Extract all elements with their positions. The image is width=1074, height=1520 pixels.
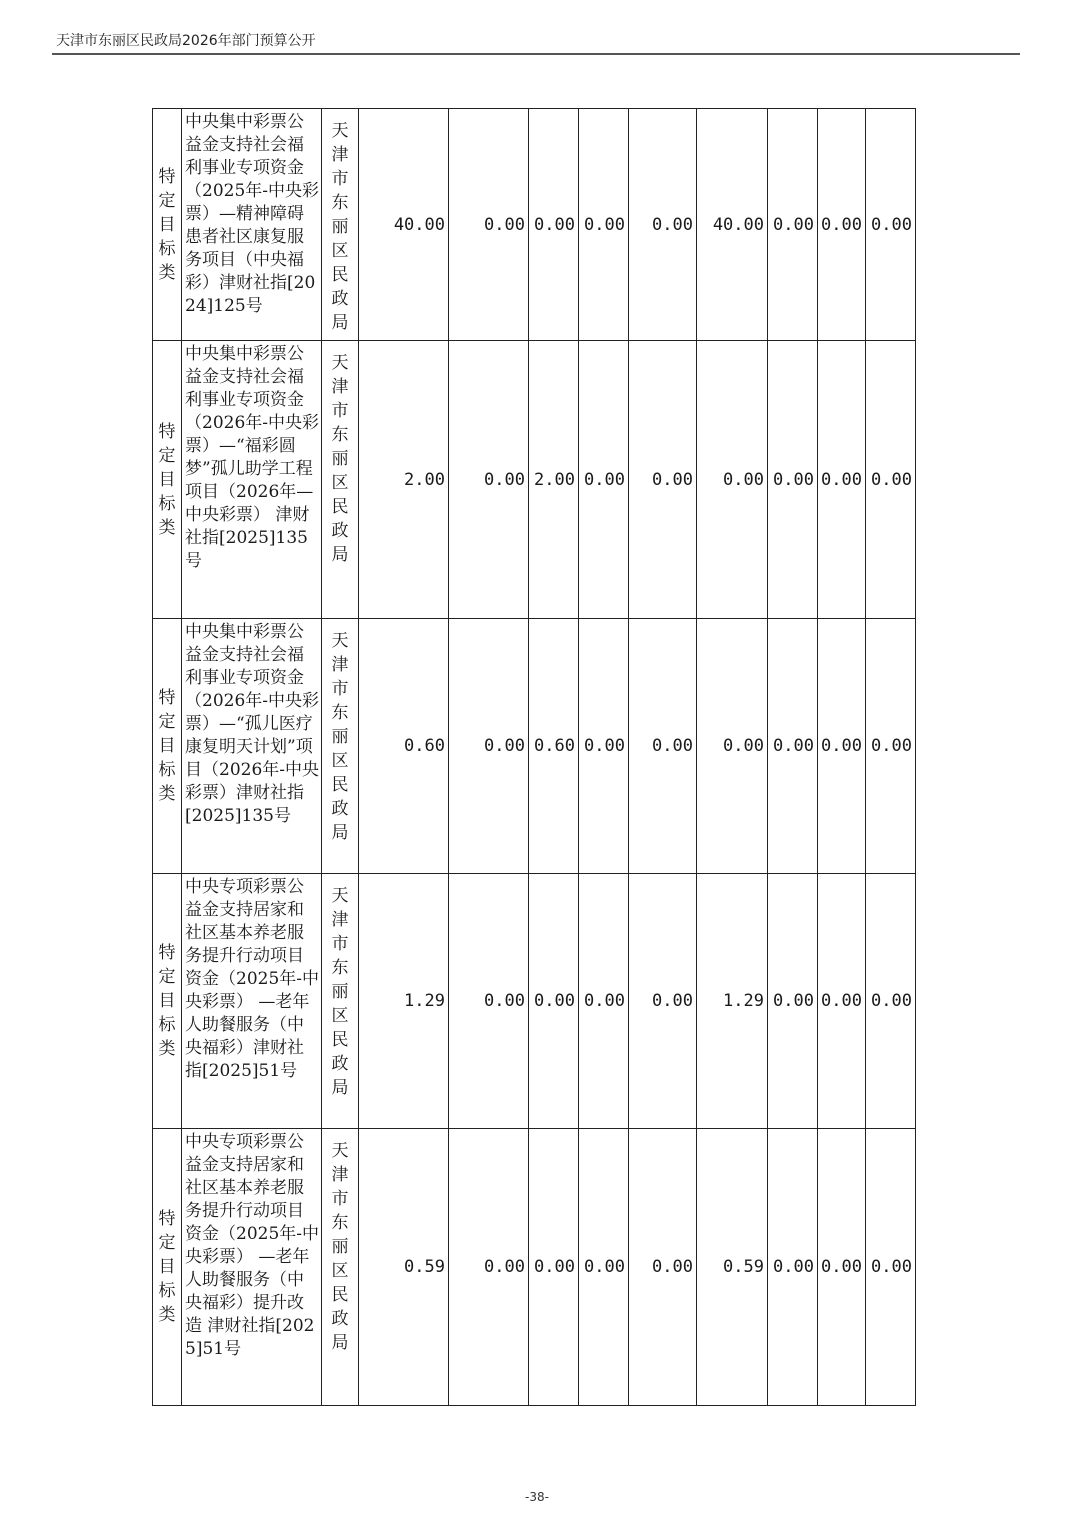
amount-cell: 0.59 (359, 1129, 449, 1406)
amount-cell: 0.60 (529, 619, 579, 874)
vertical-char: 标 (158, 1015, 176, 1035)
vertical-char: 标 (158, 1281, 176, 1301)
vertical-char: 民 (331, 1030, 349, 1050)
vertical-char: 特 (158, 421, 176, 442)
project-name-cell: 中央专项彩票公益金支持居家和社区基本养老服务提升行动项目资金（2025年-中央彩票） —老年人助餐服务（中央福彩）津财社指[2025]51号 (182, 874, 322, 1129)
amount-cell: 0.00 (866, 1129, 916, 1406)
amount-cell: 0.00 (818, 109, 866, 341)
amount-cell: 0.60 (359, 619, 449, 874)
vertical-char: 市 (331, 169, 349, 189)
vertical-char: 东 (331, 425, 349, 445)
category-cell (153, 874, 182, 1129)
vertical-char: 东 (331, 1213, 349, 1233)
organization-cell (322, 341, 359, 619)
category-cell (153, 1129, 182, 1406)
vertical-char: 类 (158, 784, 176, 804)
vertical-char: 标 (158, 760, 176, 780)
vertical-char: 天 (331, 353, 349, 373)
vertical-char: 天 (331, 631, 349, 651)
vertical-char: 天 (331, 121, 349, 141)
amount-cell: 40.00 (359, 109, 449, 341)
vertical-char: 目 (158, 991, 176, 1011)
vertical-char: 目 (158, 214, 176, 235)
amount-cell: 1.29 (359, 874, 449, 1129)
amount-cell: 0.00 (768, 619, 818, 874)
vertical-char: 局 (331, 1333, 349, 1353)
vertical-char: 定 (158, 190, 176, 211)
amount-cell: 0.00 (449, 341, 529, 619)
vertical-char: 丽 (331, 1237, 349, 1257)
vertical-char: 天 (331, 1141, 349, 1161)
project-name-cell: 中央集中彩票公益金支持社会福利事业专项资金（2026年-中央彩票）—“福彩圆梦”孤儿助学工程项目（2026年—中央彩票） 津财社指[2025]135号 (182, 341, 322, 619)
vertical-char: 津 (331, 655, 349, 675)
vertical-char: 丽 (331, 727, 349, 747)
vertical-char: 区 (331, 241, 349, 261)
vertical-char: 局 (331, 1078, 349, 1098)
vertical-char: 津 (331, 1165, 349, 1185)
vertical-char: 丽 (331, 982, 349, 1002)
table-row (153, 1129, 916, 1406)
table-row (153, 619, 916, 874)
vertical-char: 东 (331, 958, 349, 978)
amount-cell: 0.00 (629, 874, 697, 1129)
vertical-char: 天 (331, 886, 349, 906)
amount-cell: 0.00 (866, 874, 916, 1129)
vertical-char: 局 (331, 545, 349, 565)
amount-cell: 0.00 (866, 341, 916, 619)
vertical-char: 定 (158, 445, 176, 466)
vertical-char: 区 (331, 751, 349, 771)
vertical-char: 民 (331, 265, 349, 285)
vertical-char: 类 (158, 517, 176, 538)
vertical-char: 目 (158, 736, 176, 756)
amount-cell: 0.00 (818, 341, 866, 619)
organization-cell (322, 1129, 359, 1406)
vertical-char: 政 (331, 1054, 349, 1074)
vertical-char: 类 (158, 1039, 176, 1059)
vertical-char: 特 (158, 688, 176, 708)
category-cell (153, 109, 182, 341)
amount-cell: 0.00 (768, 874, 818, 1129)
amount-cell: 0.00 (449, 1129, 529, 1406)
amount-cell: 0.00 (579, 109, 629, 341)
document-header-title: 天津市东丽区民政局2026年部门预算公开 (56, 33, 316, 49)
amount-cell: 0.00 (697, 619, 768, 874)
vertical-char: 政 (331, 289, 349, 309)
vertical-char: 目 (158, 469, 176, 490)
table-row (153, 109, 916, 341)
vertical-char: 局 (331, 313, 349, 333)
vertical-char: 民 (331, 497, 349, 517)
amount-cell: 0.00 (529, 1129, 579, 1406)
project-name-cell: 中央集中彩票公益金支持社会福利事业专项资金（2026年-中央彩票）—“孤儿医疗康复明天计划”项目（2026年-中央彩票）津财社指[2025]135号 (182, 619, 322, 874)
amount-cell: 0.00 (579, 1129, 629, 1406)
vertical-char: 丽 (331, 449, 349, 469)
amount-cell: 0.00 (768, 341, 818, 619)
vertical-char: 市 (331, 401, 349, 421)
vertical-char: 特 (158, 1209, 176, 1229)
amount-cell: 1.29 (697, 874, 768, 1129)
vertical-char: 津 (331, 145, 349, 165)
amount-cell: 0.00 (449, 874, 529, 1129)
vertical-char: 区 (331, 1261, 349, 1281)
vertical-char: 标 (158, 493, 176, 514)
vertical-char: 类 (158, 262, 176, 283)
amount-cell: 0.00 (449, 109, 529, 341)
project-name-cell: 中央专项彩票公益金支持居家和社区基本养老服务提升行动项目资金（2025年-中央彩票） —老年人助餐服务（中央福彩）提升改造 津财社指[2025]51号 (182, 1129, 322, 1406)
amount-cell: 0.00 (579, 341, 629, 619)
amount-cell: 0.00 (818, 874, 866, 1129)
amount-cell: 0.59 (697, 1129, 768, 1406)
amount-cell: 0.00 (579, 874, 629, 1129)
table-row (153, 874, 916, 1129)
vertical-char: 定 (158, 967, 176, 987)
category-cell (153, 619, 182, 874)
category-cell (153, 341, 182, 619)
organization-cell (322, 619, 359, 874)
amount-cell: 2.00 (359, 341, 449, 619)
amount-cell: 0.00 (768, 109, 818, 341)
vertical-char: 政 (331, 1309, 349, 1329)
vertical-char: 市 (331, 679, 349, 699)
table-row (153, 341, 916, 619)
amount-cell: 0.00 (529, 874, 579, 1129)
vertical-char: 津 (331, 377, 349, 397)
amount-cell: 0.00 (818, 1129, 866, 1406)
vertical-char: 局 (331, 823, 349, 843)
vertical-char: 目 (158, 1257, 176, 1277)
amount-cell: 2.00 (529, 341, 579, 619)
page-number: -38- (525, 1490, 549, 1504)
vertical-char: 民 (331, 775, 349, 795)
amount-cell: 40.00 (697, 109, 768, 341)
amount-cell: 0.00 (629, 109, 697, 341)
budget-table (152, 108, 916, 1406)
amount-cell: 0.00 (818, 619, 866, 874)
vertical-char: 丽 (331, 217, 349, 237)
vertical-char: 东 (331, 703, 349, 723)
amount-cell: 0.00 (629, 619, 697, 874)
vertical-char: 政 (331, 799, 349, 819)
amount-cell: 0.00 (866, 619, 916, 874)
header-divider (52, 53, 1020, 55)
vertical-char: 特 (158, 943, 176, 963)
amount-cell: 0.00 (866, 109, 916, 341)
amount-cell: 0.00 (768, 1129, 818, 1406)
project-name-cell: 中央集中彩票公益金支持社会福利事业专项资金（2025年-中央彩票）—精神障碍患者社区康复服务项目（中央福彩）津财社指[2024]125号 (182, 109, 322, 341)
vertical-char: 东 (331, 193, 349, 213)
vertical-char: 定 (158, 712, 176, 732)
amount-cell: 0.00 (529, 109, 579, 341)
vertical-char: 区 (331, 473, 349, 493)
vertical-char: 类 (158, 1305, 176, 1325)
vertical-char: 政 (331, 521, 349, 541)
vertical-char: 定 (158, 1233, 176, 1253)
vertical-char: 市 (331, 934, 349, 954)
vertical-char: 区 (331, 1006, 349, 1026)
organization-cell (322, 874, 359, 1129)
vertical-char: 标 (158, 238, 176, 259)
amount-cell: 0.00 (629, 341, 697, 619)
amount-cell: 0.00 (579, 619, 629, 874)
vertical-char: 市 (331, 1189, 349, 1209)
amount-cell: 0.00 (629, 1129, 697, 1406)
organization-cell (322, 109, 359, 341)
amount-cell: 0.00 (449, 619, 529, 874)
vertical-char: 津 (331, 910, 349, 930)
vertical-char: 民 (331, 1285, 349, 1305)
amount-cell: 0.00 (697, 341, 768, 619)
vertical-char: 特 (158, 166, 176, 187)
